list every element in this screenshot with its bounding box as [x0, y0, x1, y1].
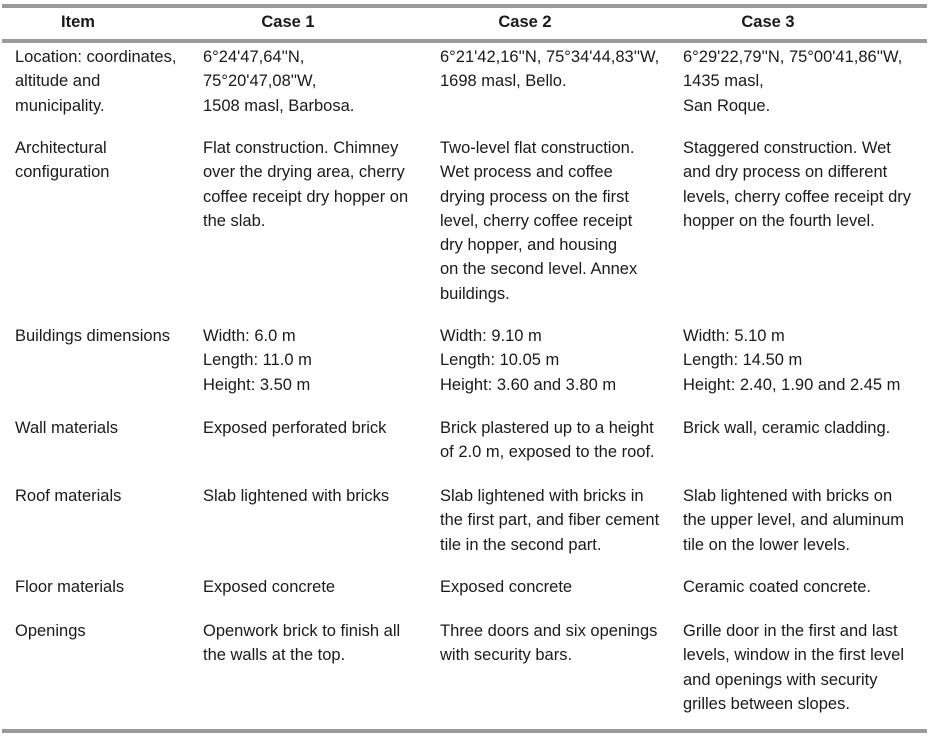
- row-location-case3: 6°29'22,79''N, 75°00'41,86''W, 1435 masl, San Roque.: [683, 48, 903, 115]
- row-wall-item: Wall materials: [15, 419, 118, 437]
- row-dimensions-case2: Width: 9.10 m Length: 10.05 m Height: 3.60 and 3.80 m: [440, 327, 617, 394]
- row-roof-case3: Slab lightened with bricks on the upper level, and aluminum tile on the lower levels.: [683, 487, 905, 554]
- row-location-item: Location: coordinates, altitude and municipality.: [15, 48, 177, 115]
- header-case-3: Case 3: [741, 13, 795, 31]
- row-floor-case1: Exposed concrete: [203, 578, 336, 596]
- row-location-case2: 6°21'42,16''N, 75°34'44,83''W, 1698 masl, Bello.: [440, 48, 660, 91]
- row-floor-case2: Exposed concrete: [440, 578, 573, 596]
- row-openings-item: Openings: [15, 622, 86, 640]
- header-case-1: Case 1: [261, 13, 315, 31]
- row-roof-case2: Slab lightened with bricks in the first part, and fiber cement tile in the second part.: [440, 487, 660, 554]
- row-architecture-case3: Staggered construction. Wet and dry process on different levels, cherry coffee receipt dry hopper on the fourth level.: [683, 139, 912, 230]
- row-dimensions-item: Buildings dimensions: [15, 327, 171, 345]
- table-header-rule: [2, 39, 927, 43]
- row-wall-case3: Brick wall, ceramic cladding.: [683, 419, 891, 437]
- row-location-case1: 6°24'47,64''N, 75°20'47,08''W, 1508 masl, Barbosa.: [203, 48, 355, 115]
- row-architecture-case1: Flat construction. Chimney over the drying area, cherry coffee receipt dry hopper on the slab.: [203, 139, 409, 230]
- row-wall-case2: Brick plastered up to a height of 2.0 m, exposed to the roof.: [440, 419, 655, 462]
- row-floor-item: Floor materials: [15, 578, 125, 596]
- row-openings-case2: Three doors and six openings with security bars.: [440, 622, 658, 665]
- row-dimensions-case3: Width: 5.10 m Length: 14.50 m Height: 2.40, 1.90 and 2.45 m: [683, 327, 901, 394]
- header-item: Item: [61, 13, 95, 31]
- row-roof-case1: Slab lightened with bricks: [203, 487, 390, 505]
- row-roof-item: Roof materials: [15, 487, 122, 505]
- row-openings-case3: Grille door in the first and last levels, window in the first level and openings with security grilles between slopes.: [683, 622, 905, 713]
- row-wall-case1: Exposed perforated brick: [203, 419, 387, 437]
- row-architecture-case2: Two-level flat construction. Wet process and coffee drying process on the first level, cherry coffee receipt dry hopper, and housing on the second level. Annex buildings.: [440, 139, 638, 303]
- row-floor-case3: Ceramic coated concrete.: [683, 578, 872, 596]
- table-bottom-rule: [2, 729, 927, 733]
- row-architecture-item: Architectural configuration: [15, 139, 110, 182]
- header-case-2: Case 2: [498, 13, 552, 31]
- row-openings-case1: Openwork brick to finish all the walls at the top.: [203, 622, 401, 665]
- table-top-rule: [2, 4, 927, 8]
- row-dimensions-case1: Width: 6.0 m Length: 11.0 m Height: 3.50 m: [203, 327, 312, 394]
